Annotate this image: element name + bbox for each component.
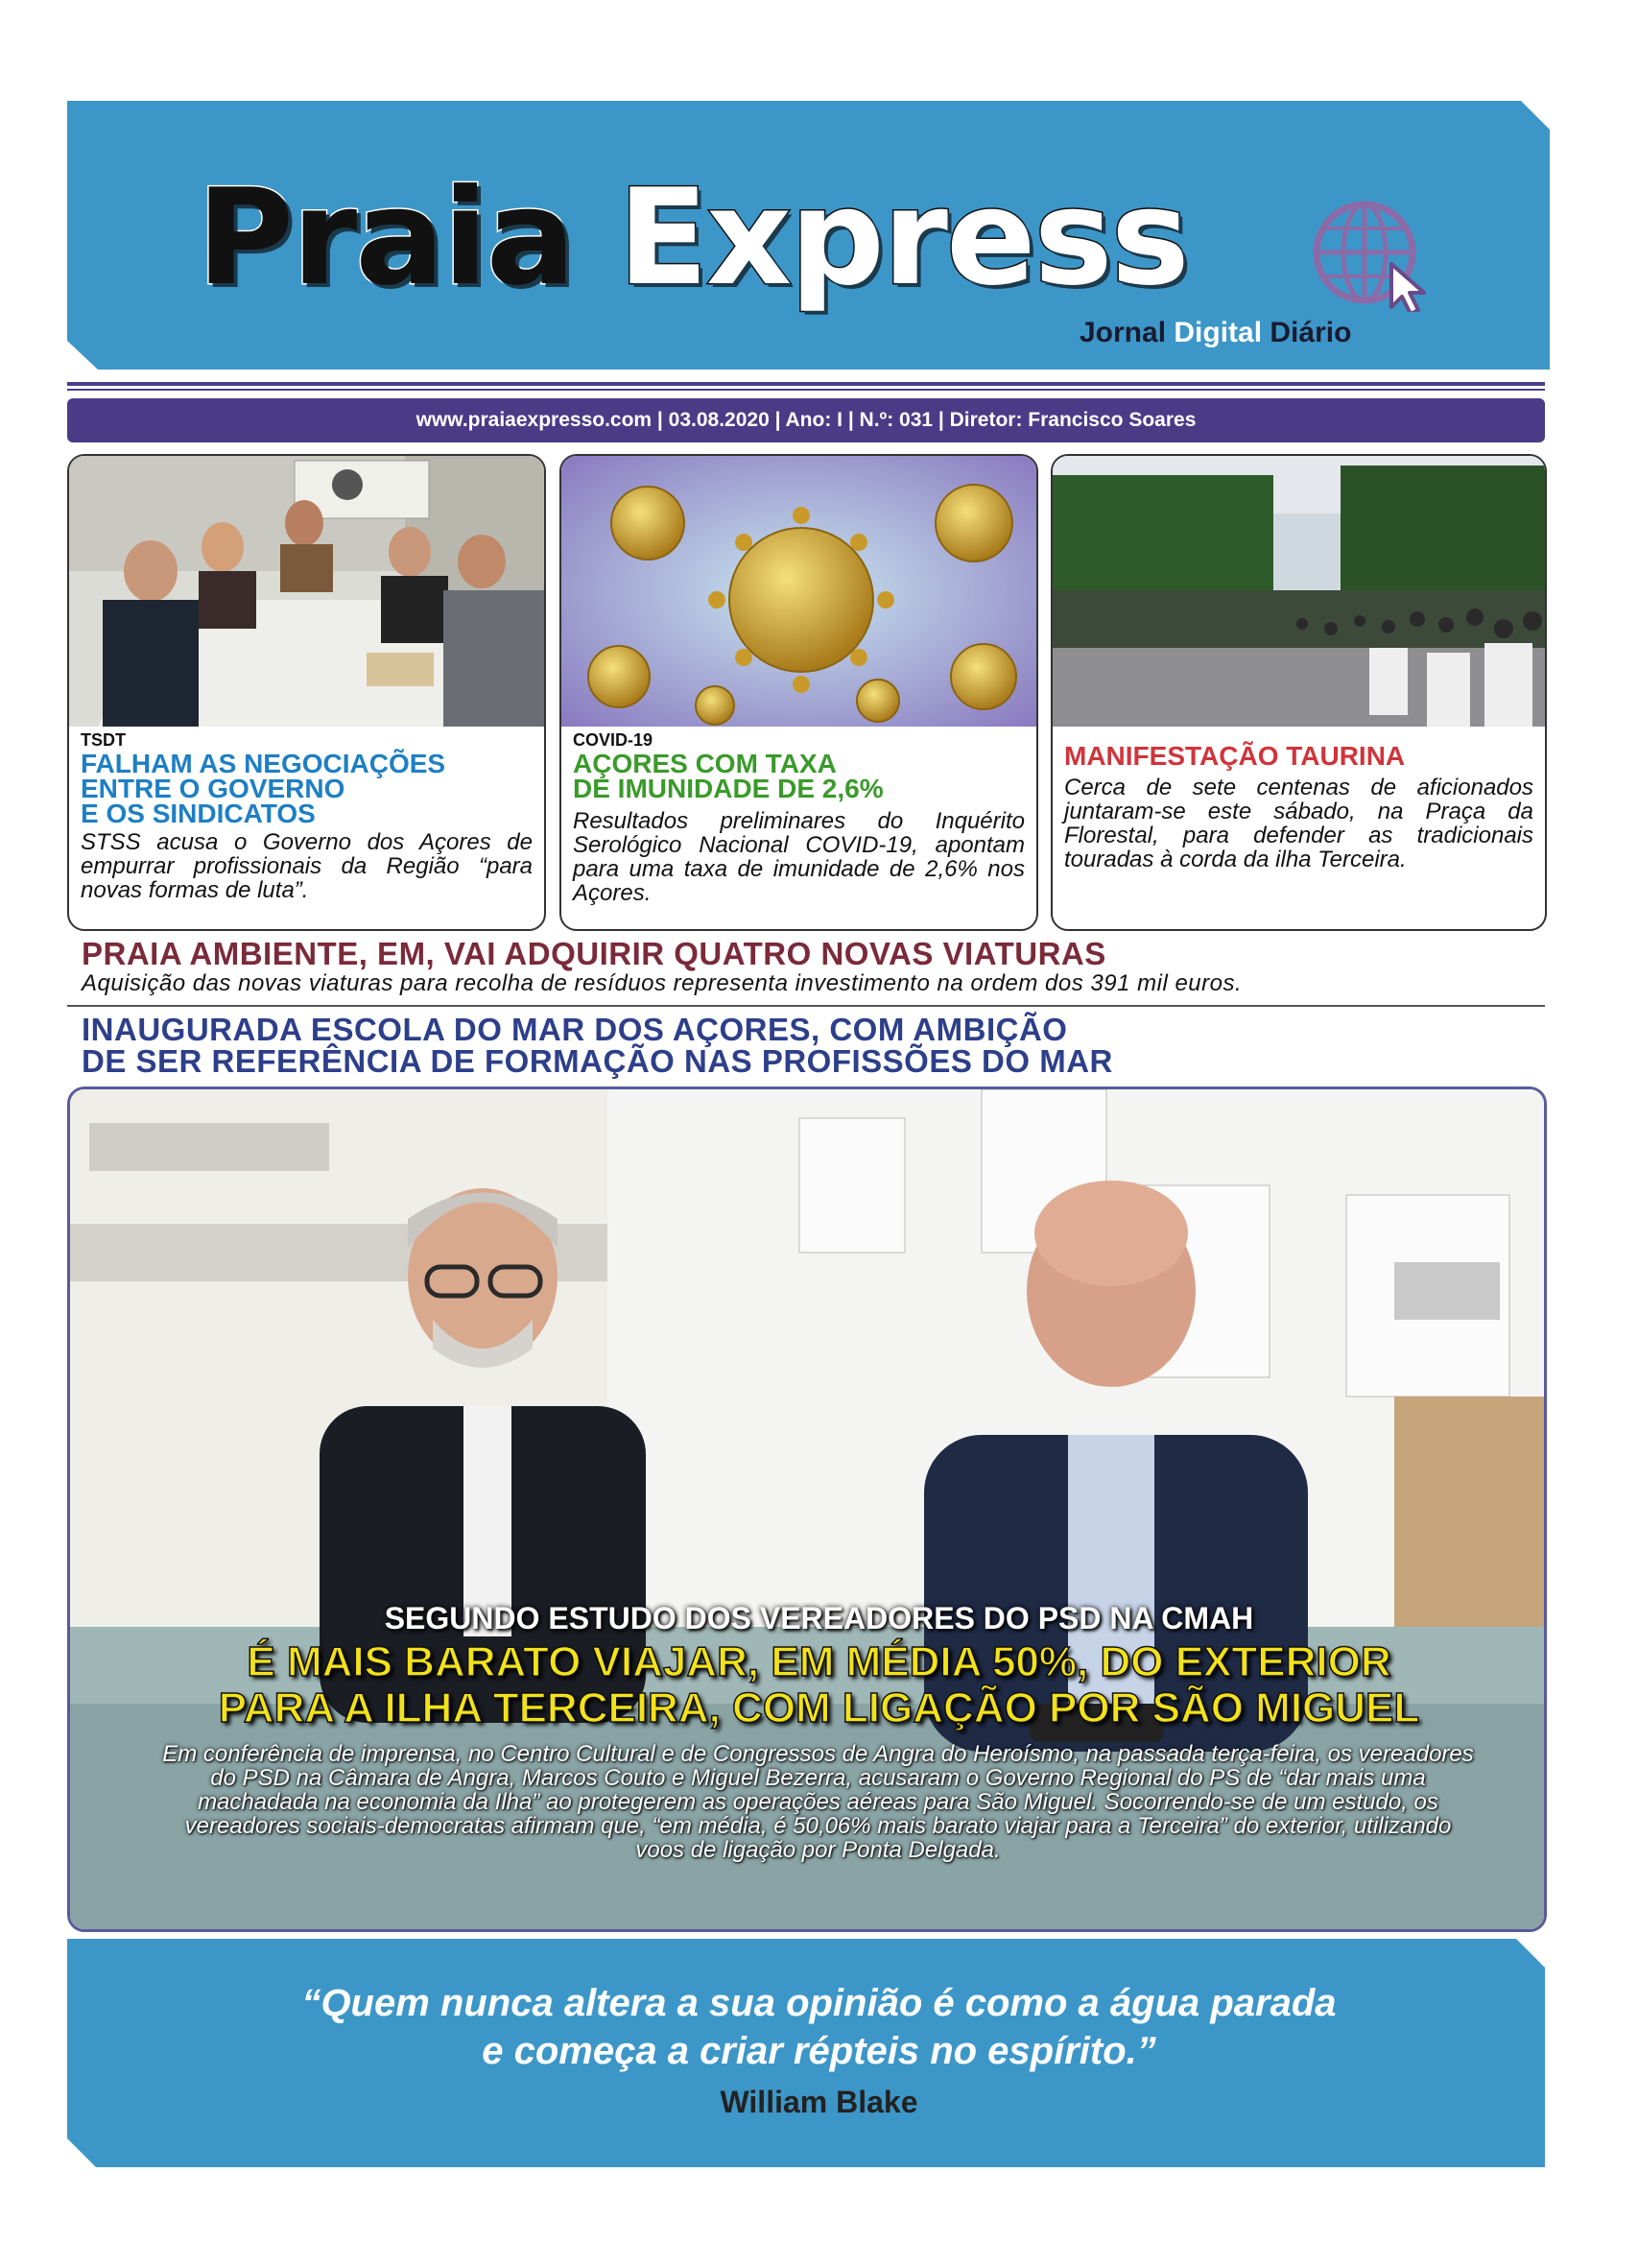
issue-info-bar: www.praiaexpresso.com | 03.08.2020 | Ano: I | N.º: 031 | Diretor: Francisco Soares <box>67 398 1545 442</box>
story-card-taurina[interactable] <box>1051 454 1547 931</box>
main-headline-line: PARA A ILHA TERCEIRA, COM LIGAÇÃO POR SÃO MIGUEL <box>218 1684 1420 1731</box>
tagline-digital: Digital <box>1174 317 1263 348</box>
story-photo-meeting <box>69 456 544 727</box>
quote-line: e começa a criar répteis no espírito.” <box>482 2030 1156 2072</box>
story-headline-line: DE IMUNIDADE DE 2,6% <box>573 774 884 803</box>
story-kicker: TSDT <box>81 730 126 750</box>
header-divider-line-thin <box>67 389 1545 391</box>
story-headline <box>573 749 884 803</box>
story-body: Resultados preliminares do Inquérito Serológico Nacional COVID-19, apontam para uma taxa de imunidade de 2,6% nos Açores. <box>573 808 1025 906</box>
story-headline-line: AÇORES COM TAXA <box>573 749 837 778</box>
quote-author: William Blake <box>720 2085 918 2119</box>
tertiary-headline-line: INAUGURADA ESCOLA DO MAR DOS AÇORES, COM AMBIÇÃO <box>82 1012 1068 1047</box>
story-headline <box>81 749 446 828</box>
tagline-jornal: Jornal <box>1080 317 1167 348</box>
tagline-diario: Diário <box>1270 317 1352 348</box>
logo-word-express: Express <box>617 160 1188 315</box>
tertiary-headline-line: DE SER REFERÊNCIA DE FORMAÇÃO NAS PROFISSÕES DO MAR <box>82 1043 1113 1079</box>
main-story-kicker: SEGUNDO ESTUDO DOS VEREADORES DO PSD NA CMAH <box>384 1601 1254 1635</box>
story-photo-virus <box>561 456 1036 727</box>
secondary-headline[interactable]: PRAIA AMBIENTE, EM, VAI ADQUIRIR QUATRO NOVAS VIATURAS <box>82 936 1106 971</box>
masthead-tagline <box>1080 317 1351 349</box>
main-headline-line: É MAIS BARATO VIAJAR, EM MÉDIA 50%, DO EXTERIOR <box>247 1638 1391 1685</box>
story-photo-crowd <box>1053 456 1545 727</box>
main-story-headline[interactable] <box>0 1639 1638 1731</box>
story-body: STSS acusa o Governo dos Açores de empurrar profissionais da Região “para novas formas de luta”. <box>81 829 533 903</box>
story-card-covid[interactable] <box>559 454 1038 931</box>
story-headline-line: FALHAM AS NEGOCIAÇÕES <box>81 749 446 778</box>
secondary-subhead: Aquisição das novas viaturas para recolha de resíduos representa investimento na ordem dos 391 mil euros. <box>82 970 1243 996</box>
header-divider-line <box>67 382 1545 386</box>
story-headline-line: ENTRE O GOVERNO <box>81 774 345 803</box>
tertiary-headline[interactable] <box>82 1014 1425 1077</box>
quote-line: “Quem nunca altera a sua opinião é como a água parada <box>301 1982 1337 2024</box>
logo-word-praia: Praia <box>197 160 574 315</box>
quote-text <box>0 1979 1638 2075</box>
story-headline-line: MANIFESTAÇÃO TAURINA <box>1064 741 1406 771</box>
story-card-tsdt[interactable] <box>67 454 546 931</box>
story-headline <box>1064 741 1406 771</box>
main-story-body: Em conferência de imprensa, no Centro Cultural e de Congressos de Angra do Heroísmo, na passada terça-feira, os vereadores do PSD na Câmara de Angra, Marcos Couto e Miguel Bezerra, acusaram o Governo Regional do PS de “dar mais uma machadada na economia da Ilha” ao protegerem as operações aéreas para São Miguel. Socorrendo-se de um estudo, os vereadores sociais-democratas afirmam que, “em média, é 50,06% mais barato viajar para a Terceira” do exterior, utilizando voos de ligação por Ponta Delgada. <box>162 1741 1474 1863</box>
story-headline-line: E OS SINDICATOS <box>81 799 316 828</box>
globe-cursor-icon <box>1307 197 1451 312</box>
story-kicker: COVID-19 <box>573 730 653 750</box>
section-divider <box>67 1005 1545 1007</box>
story-body: Cerca de sete centenas de aficionados juntaram-se este sábado, na Praça da Florestal, para defender as tradicionais touradas à corda da ilha Terceira. <box>1064 775 1533 872</box>
